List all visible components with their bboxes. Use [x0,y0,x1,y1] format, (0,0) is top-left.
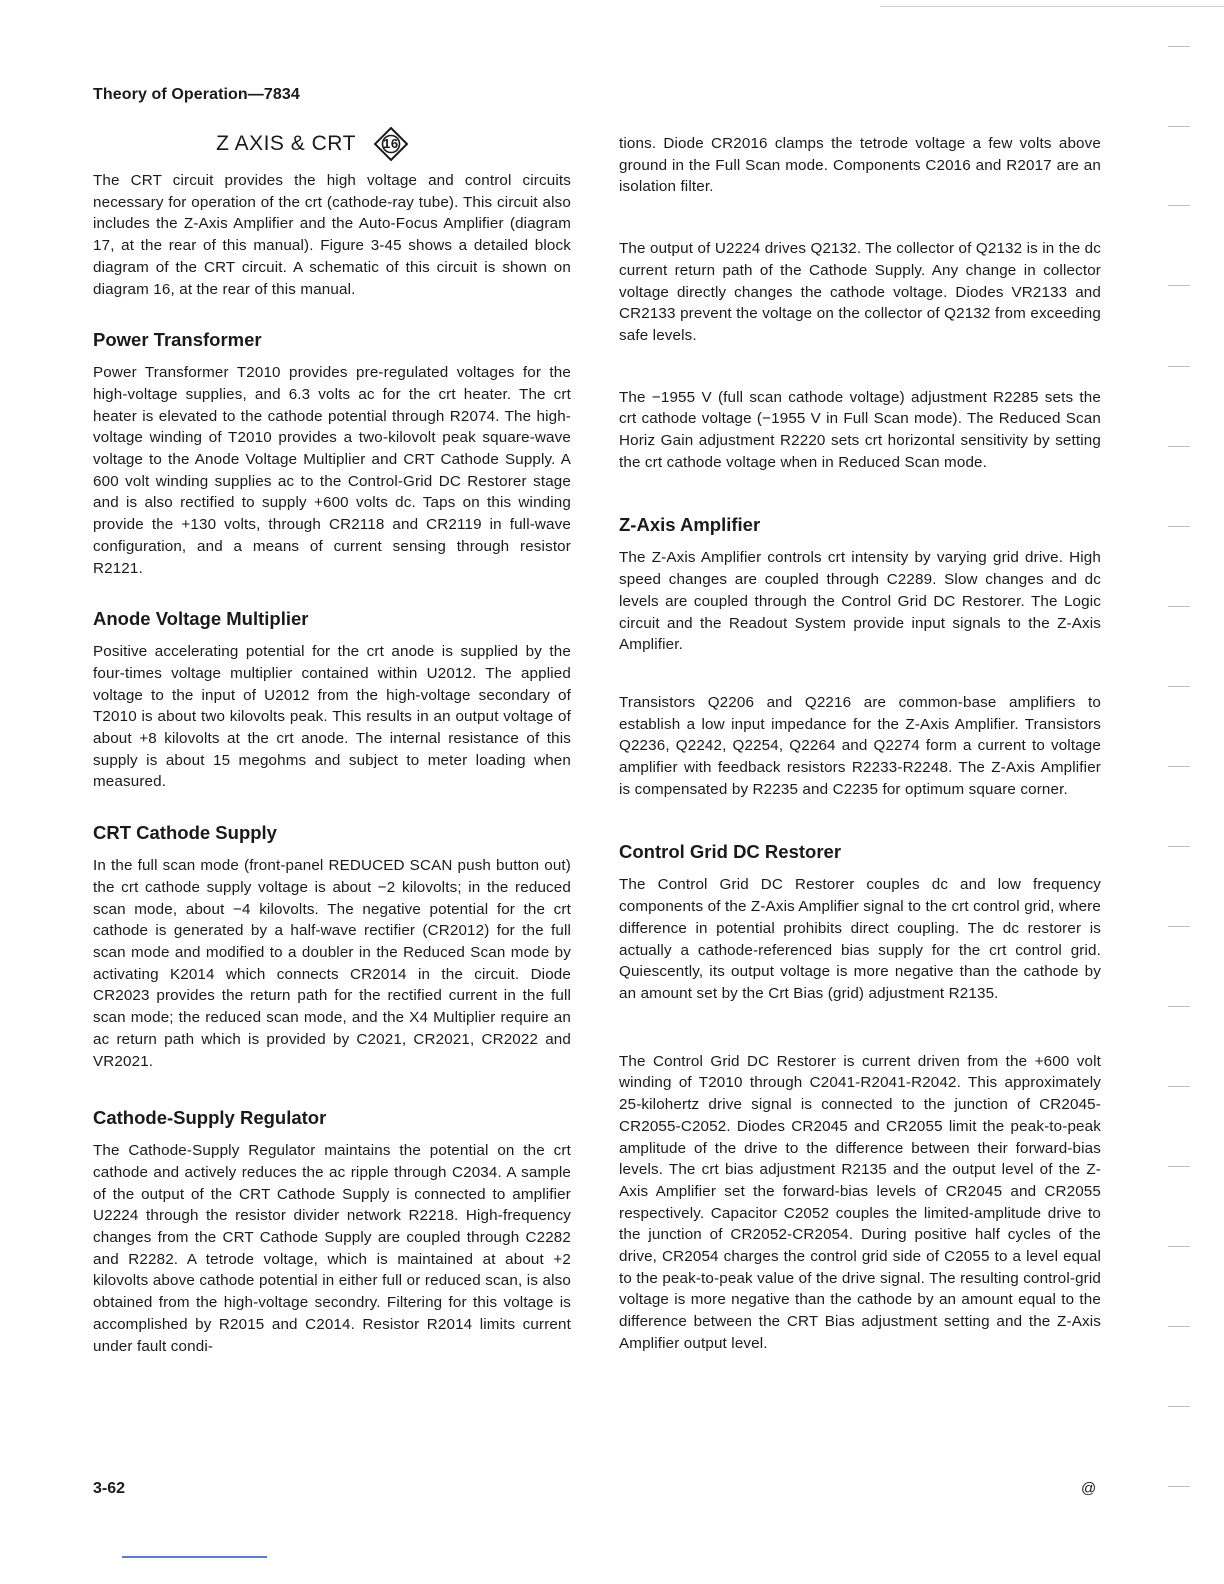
heading-control-grid: Control Grid DC Restorer [619,841,842,863]
margin-scan-mark [1168,1406,1190,1407]
crt-cathode-supply-paragraph: In the full scan mode (front-panel REDUCED SCAN push button out) the crt cathode supply voltage is about −2 kilovolts; in the reduced scan mode, about −4 kilovolts. The negative potential for the crt cathode is generated by a half-wave rectifier (CR2012) for the full scan mode and modified to a doubler in the Reduced Scan mode by activating K2014 which connects CR2014 in the circuit. Diode CR2023 provides the return path for the rectified current in the full scan mode; the reduced scan mode, and the X4 Multiplier require an ac return path which is provided by C2021, CR2021, CR2022 and VR2021. [93,857,571,1070]
margin-scan-mark [1168,1086,1190,1087]
margin-scan-mark [1168,846,1190,847]
margin-scan-mark [1168,1486,1190,1487]
publisher-mark: @ [1081,1480,1097,1497]
heading-z-axis-amplifier: Z-Axis Amplifier [619,514,761,536]
diagram-number-icon [374,127,408,161]
margin-scan-mark [1168,46,1190,47]
diagram-number: 16 [383,136,399,151]
margin-scan-mark [1168,606,1190,607]
margin-scan-mark [1168,285,1190,286]
margin-scan-mark [1168,366,1190,367]
heading-cathode-regulator: Cathode-Supply Regulator [93,1107,327,1129]
margin-scan-mark [1168,1246,1190,1247]
adjustment-paragraph: The −1955 V (full scan cathode voltage) adjustment R2285 sets the crt cathode voltage (−1955 V in Full Scan mode). The Reduced Scan Horiz Gain adjustment R2220 sets crt horizontal sensitivity by setting the crt cathode voltage when in Reduced Scan mode. [619,388,1101,471]
intro-paragraph: The CRT circuit provides the high voltage and control circuits necessary for operation of the crt (cathode-ray tube). This circuit also includes the Z-Axis Amplifier and the Auto-Focus Amplifier (diagram 17, at the rear of this manual). Figure 3-45 shows a detailed block diagram of the CRT circuit. A schematic of this circuit is shown on diagram 16, at the rear of this manual. [93,172,571,298]
margin-scan-mark [1168,686,1190,687]
margin-scan-mark [1168,1006,1190,1007]
margin-scan-mark [1168,926,1190,927]
margin-scan-mark [1168,126,1190,127]
section-title [93,128,571,160]
heading-crt-cathode-supply: CRT Cathode Supply [93,822,277,844]
z-axis-paragraph-1: The Z-Axis Amplifier controls crt intensity by varying grid drive. High speed changes are coupled through C2289. Slow changes and dc levels are coupled through the Control Grid DC Restorer. The Logic circuit and the Readout System provide input signals to the Z-Axis Amplifier. [619,549,1101,654]
continuation-paragraph: tions. Diode CR2016 clamps the tetrode voltage a few volts above ground in the Full Scan mode. Components C2016 and R2017 are an isolation filter. [619,135,1101,196]
margin-scan-mark [1168,446,1190,447]
cathode-regulator-paragraph: The Cathode-Supply Regulator maintains the potential on the crt cathode and actively reduces the ac ripple through C2034. A sample of the output of the CRT Cathode Supply is connected to amplifier U2224 through the resistor divider network R2218. High-frequency changes from the CRT Cathode Supply are coupled through C2282 and R2282. A tetrode voltage, which is maintained at about +2 kilovolts above cathode potential in either full or reduced scan, is also obtained from the high-voltage secondry. Filtering for this voltage is accomplished by R2015 and C2014. Resistor R2014 limits current under fault condi- [93,1142,571,1355]
heading-anode-multiplier: Anode Voltage Multiplier [93,608,309,630]
section-title-text: Z AXIS & CRT [216,132,356,155]
power-transformer-paragraph: Power Transformer T2010 provides pre-regulated voltages for the high-voltage supplies, and 6.3 volts ac for the crt heater. The crt heater is elevated to the cathode potential through R2074. The high-voltage winding of T2010 provides a two-kilovolt peak square-wave voltage to the Anode Voltage Multiplier and CRT Cathode Supply. A 600 volt winding supplies ac to the Control-Grid DC Restorer stage and is also rectified to supply +600 volts dc. Taps on this winding provide the +130 volts, through CR2118 and CR2119 in full-wave configuration, and a means of current sensing through resistor R2121. [93,364,571,577]
page-number: 3-62 [93,1480,126,1497]
top-scan-rule [880,6,1224,7]
bottom-rule [122,1556,267,1558]
control-grid-paragraph-1: The Control Grid DC Restorer couples dc and low frequency components of the Z-Axis Amplifier signal to the crt control grid, where difference in potential prohibits direct coupling. The dc restorer is actually a cathode-referenced bias supply for the crt control grid. Quiescently, its output voltage is more negative than the cathode by an amount set by the Crt Bias (grid) adjustment R2135. [619,876,1101,1002]
control-grid-paragraph-2: The Control Grid DC Restorer is current driven from the +600 volt winding of T2010 through C2041-R2041-R2042. This approximately 25-kilohertz drive signal is connected to the junction of CR2045-CR2055-C2052. Diodes CR2045 and CR2055 limit the peak-to-peak amplitude of the drive to the difference between their forward-bias levels. The crt bias adjustment R2135 and the output level of the Z-Axis Amplifier set the forward-bias levels of CR2045 and CR2055 respectively. Capacitor C2052 couples the limited-amplitude drive to the junction of CR2052-CR2054. During positive half cycles of the drive, CR2054 charges the control grid side of C2055 to a level equal to the peak-to-peak value of the drive signal. The resulting control-grid voltage is more negative than the cathode by an amount equal to the difference between the CRT Bias adjustment setting and the Z-Axis Amplifier output level. [619,1052,1101,1352]
running-header: Theory of Operation—7834 [93,86,300,103]
u2224-output-paragraph: The output of U2224 drives Q2132. The collector of Q2132 is in the dc current return path of the Cathode Supply. Any change in collector voltage directly changes the cathode voltage. Diodes VR2133 and CR2133 prevent the voltage on the collector of Q2132 from exceeding safe levels. [619,240,1102,344]
heading-power-transformer: Power Transformer [93,329,262,351]
right-column [619,133,1101,1355]
anode-multiplier-paragraph: Positive accelerating potential for the crt anode is supplied by the four-times voltage multiplier contained within U2012. The applied voltage to the input of U2012 from the high-voltage secondary of T2010 is about two kilovolts peak. This results in an output voltage of about +8 kilovolts at the crt anode. The internal resistance of this supply is about 15 megohms and subject to meter loading when measured. [93,643,571,791]
margin-scan-mark [1168,1166,1190,1167]
margin-scan-mark [1168,1326,1190,1327]
margin-scan-mark [1168,526,1190,527]
left-column [93,128,571,1357]
margin-scan-mark [1168,205,1190,206]
z-axis-paragraph-2: Transistors Q2206 and Q2216 are common-base amplifiers to establish a low input impedance for the Z-Axis Amplifier. Transistors Q2236, Q2242, Q2254, Q2264 and Q2274 form a current to voltage amplifier with feedback resistors R2233-R2248. The Z-Axis Amplifier is compensated by R2235 and C2235 for optimum square corner. [619,693,1101,798]
margin-scan-mark [1168,766,1190,767]
